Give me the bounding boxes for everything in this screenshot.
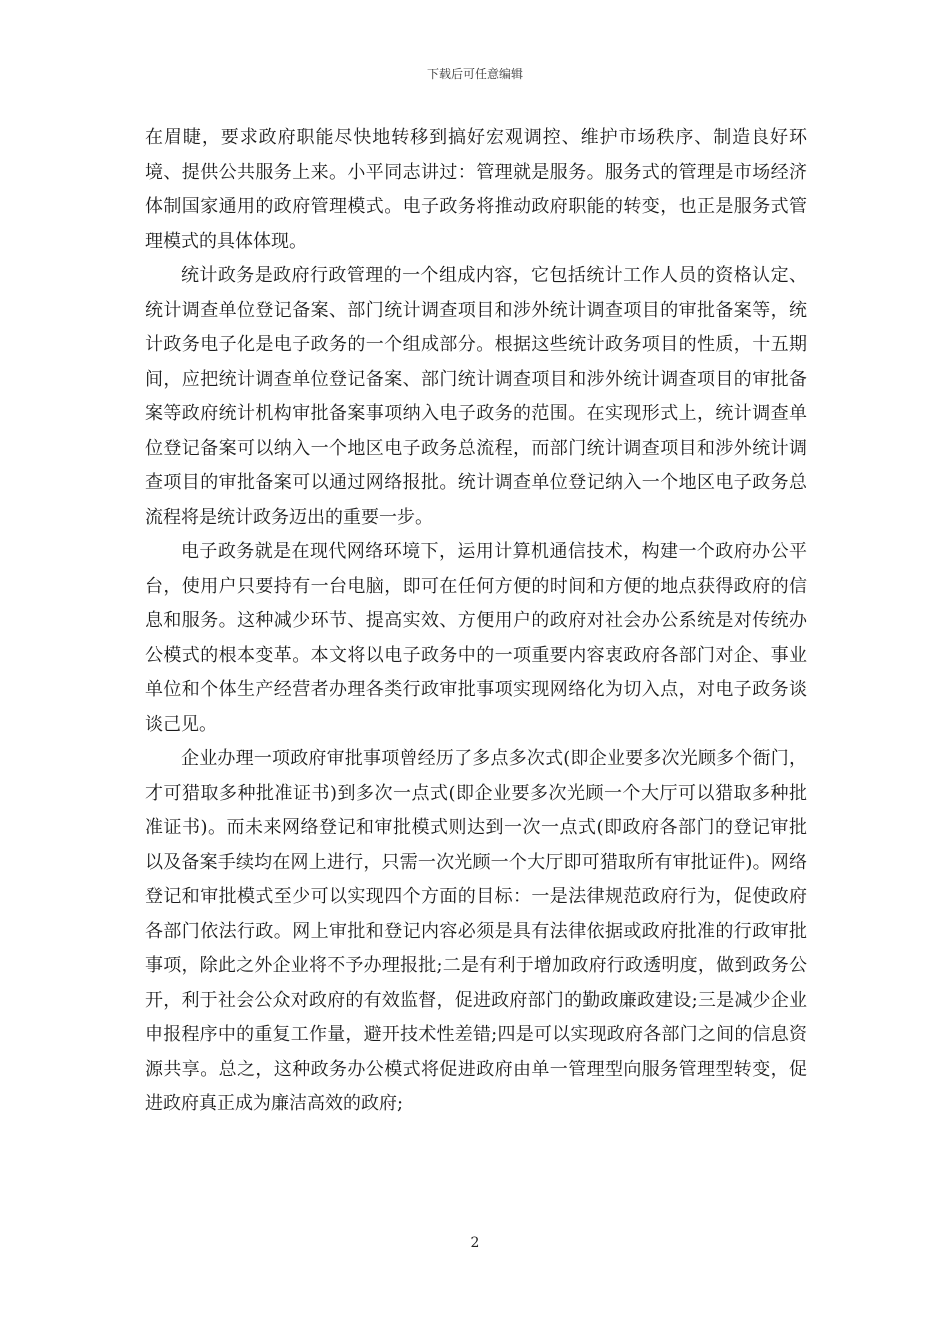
page-header: 下载后可任意编辑: [426, 67, 523, 81]
paragraph-4: 企业办理一项政府审批事项曾经历了多点多次式(即企业要多次光顾多个衙门，才可猎取多种批准证书)到多次一点式(即企业要多次光顾一个大厅可以猎取多种批准证书)。而未来网络登记和审批模式则达到一次一点式(即政府各部门的登记审批以及备案手续均在网上进行，只需一次光顾一个大厅即可猎取所有审批证件)。网络登记和审批模式至少可以实现四个方面的目标：一是法律规范政府行为，促使政府各部门依法行政。网上审批和登记内容必须是具有法律依据或政府批准的行政审批事项，除此之外企业将不予办理报批;二是有利于增加政府行政透明度，做到政务公开，利于社会公众对政府的有效监督，促进政府部门的勤政廉政建设;三是减少企业申报程序中的重复工作量，避开技术性差错;四是可以实现政府各部门之间的信息资源共享。总之，这种政务办公模式将促进政府由单一管理型向服务管理型转变，促进政府真正成为廉洁高效的政府;: [145, 748, 807, 1114]
paragraph-2: 统计政务是政府行政管理的一个组成内容，它包括统计工作人员的资格认定、统计调查单位登记备案、部门统计调查项目和涉外统计调查项目的审批备案等，统计政务电子化是电子政务的一个组成部分。根据这些统计政务项目的性质，十五期间，应把统计调查单位登记备案、部门统计调查项目和涉外统计调查项目的审批备案等政府统计机构审批备案事项纳入电子政务的范围。在实现形式上，统计调查单位登记备案可以纳入一个地区电子政务总流程，而部门统计调查项目和涉外统计调查项目的审批备案可以通过网络报批。统计调查单位登记纳入一个地区电子政务总流程将是统计政务迈出的重要一步。: [145, 265, 807, 528]
paragraph-3: 电子政务就是在现代网络环境下，运用计算机通信技术，构建一个政府办公平台，使用户只要持有一台电脑，即可在任何方便的时间和方便的地点获得政府的信息和服务。这种减少环节、提高实效、方便用户的政府对社会办公系统是对传统办公模式的根本变革。本文将以电子政务中的一项重要内容衷政府各部门对企、事业单位和个体生产经营者办理各类行政审批事项实现网络化为切入点，对电子政务谈谈己见。: [145, 541, 807, 735]
page-number: 2: [470, 1235, 480, 1251]
body-text: [145, 121, 807, 1122]
paragraph-1: 在眉睫，要求政府职能尽快地转移到搞好宏观调控、维护市场秩序、制造良好环境、提供公共服务上来。小平同志讲过：管理就是服务。服务式的管理是市场经济体制国家通用的政府管理模式。电子政务将推动政府职能的转变，也正是服务式管理模式的具体体现。: [145, 127, 807, 252]
